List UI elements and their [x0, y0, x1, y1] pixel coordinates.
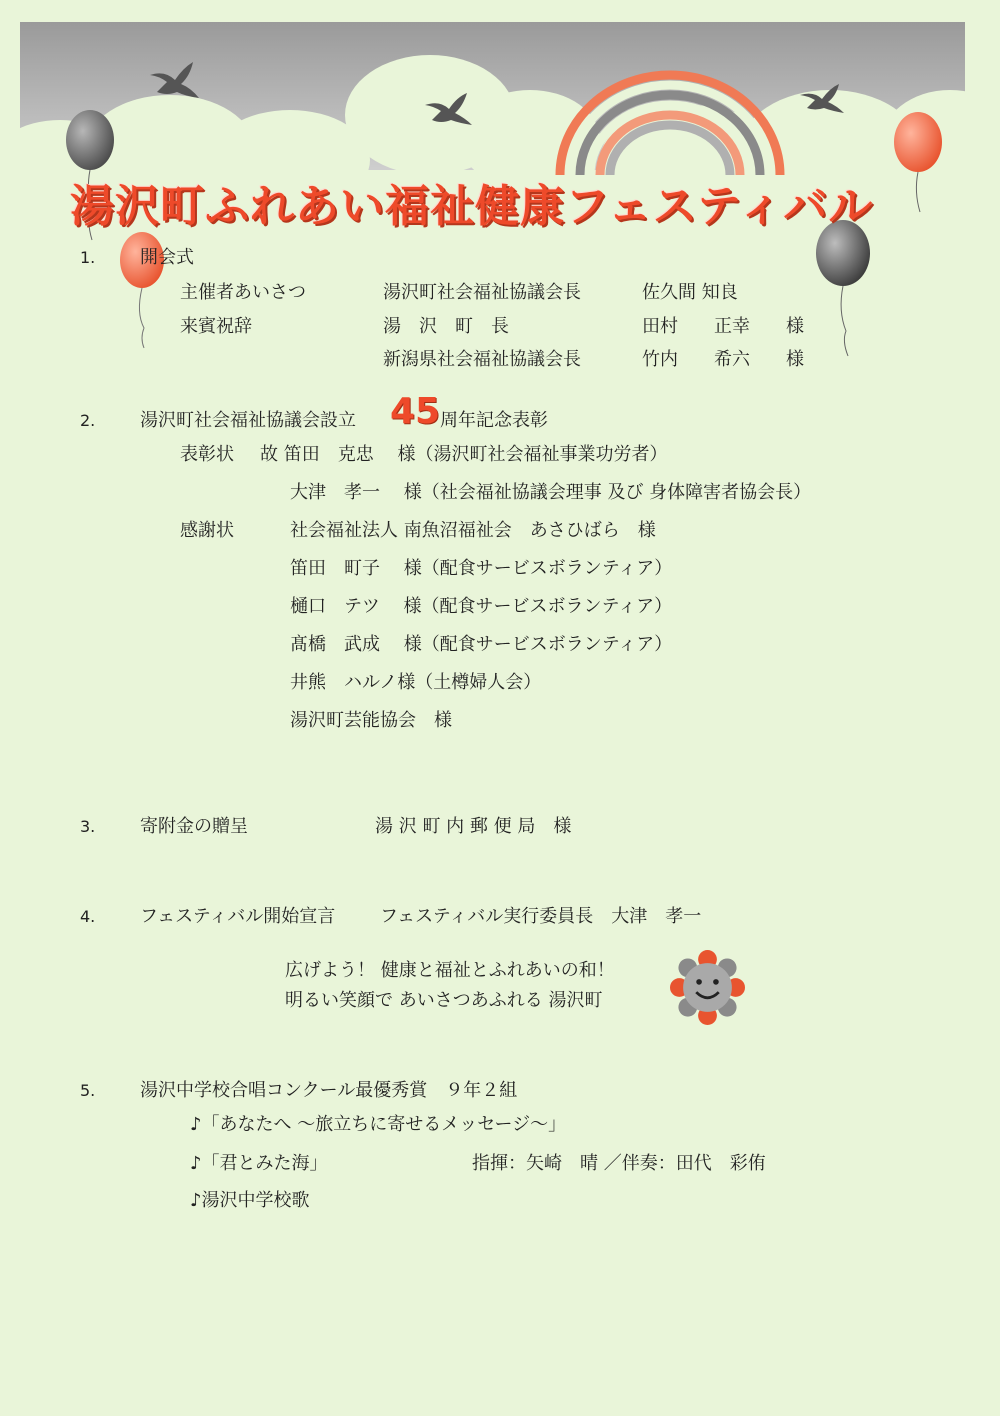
section-4-number: 4.: [80, 907, 96, 926]
section-3-number: 3.: [80, 817, 96, 836]
section-1-heading: 開会式: [140, 247, 194, 268]
thanks-item-5: 井熊 ハルノ様（土樽婦人会）: [290, 672, 542, 693]
balloon-red-left-icon: [110, 220, 170, 350]
slogan-line-1: 広げよう！ 健康と福祉とふれあいの和！: [285, 960, 615, 981]
thanks-label: 感謝状: [180, 520, 234, 541]
song-1: ♪「あなたへ ～旅立ちに寄せるメッセージ～」: [190, 1114, 567, 1135]
section-2-heading-pre: 湯沢町社会福祉協議会設立: [140, 410, 356, 431]
anniversary-number: 45: [390, 391, 441, 432]
declarer: フェスティバル実行委員長 大津 孝一: [380, 906, 702, 927]
smiley-flower-icon: [670, 950, 745, 1025]
section-5-heading: 湯沢中学校合唱コンクール最優秀賞 ９年２組: [140, 1080, 518, 1101]
slogan-line-2: 明るい笑顔で あいさつあふれる 湯沢町: [285, 990, 603, 1011]
award-item-1: 故 笛田 克忠 様（湯沢町社会福祉事業功労者）: [260, 444, 668, 465]
thanks-item-4: 髙橋 武成 様（配食サービスボランティア）: [290, 634, 673, 655]
thanks-item-2: 笛田 町子 様（配食サービスボランティア）: [290, 558, 673, 579]
host-greeting-label: 主催者あいさつ: [180, 282, 306, 303]
host-role: 湯沢町社会福祉協議会長: [383, 282, 581, 303]
host-name: 佐久間 知良: [642, 282, 738, 303]
song-3: ♪湯沢中学校歌: [190, 1190, 310, 1211]
section-5-number: 5.: [80, 1081, 96, 1100]
section-1-number: 1.: [80, 248, 96, 267]
section-3-heading: 寄附金の贈呈: [140, 816, 248, 837]
guest-2-name: 竹内 希六 様: [642, 349, 804, 370]
donor-name: 湯 沢 町 内 郵 便 局 様: [375, 816, 572, 837]
section-2-number: 2.: [80, 411, 96, 430]
song-2: ♪「君とみた海」: [190, 1153, 328, 1174]
guest-2-role: 新潟県社会福祉協議会長: [383, 349, 581, 370]
award-item-2: 大津 孝一 様（社会福祉協議会理事 及び 身体障害者協会長）: [290, 482, 812, 503]
award-label: 表彰状: [180, 444, 234, 465]
section-2-heading-post: 周年記念表彰: [440, 410, 548, 431]
performance-credits: 指揮：矢崎 晴 ／伴奏：田代 彩侑: [472, 1153, 766, 1174]
guest-1-name: 田村 正幸 様: [642, 316, 804, 337]
thanks-item-3: 樋口 テツ 様（配食サービスボランティア）: [290, 596, 673, 617]
thanks-item-1: 社会福祉法人 南魚沼福祉会 あさひばら 様: [290, 520, 656, 541]
guest-speech-label: 来賓祝辞: [180, 316, 252, 337]
page-title: 湯沢町ふれあい福祉健康フェスティバル: [70, 181, 874, 232]
thanks-item-6: 湯沢町芸能協会 様: [290, 710, 452, 731]
guest-1-role: 湯 沢 町 長: [383, 316, 509, 337]
section-4-heading: フェスティバル開始宣言: [140, 906, 336, 927]
